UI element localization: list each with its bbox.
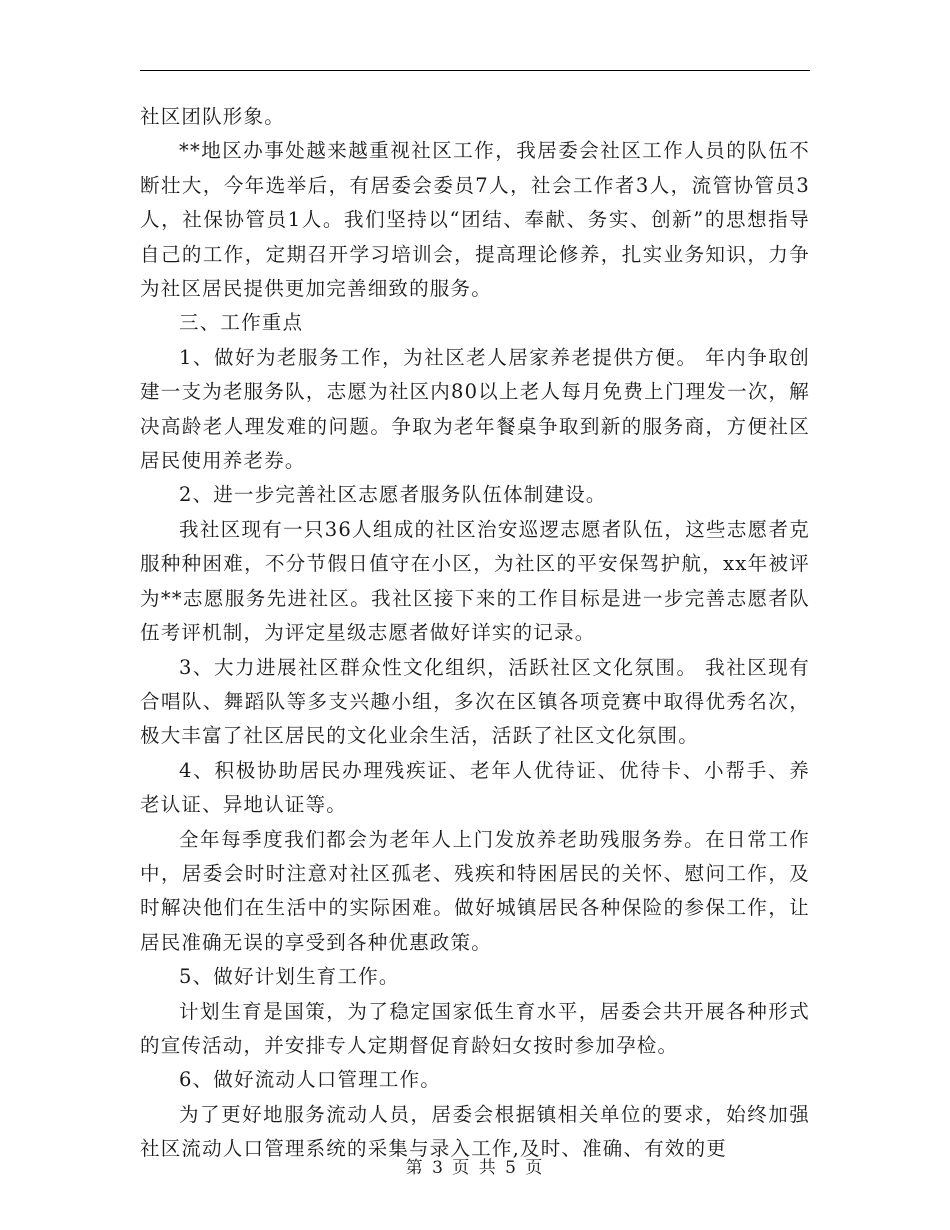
paragraph: **地区办事处越来越重视社区工作，我居委会社区工作人员的队伍不断壮大，今年选举后，有居委会委员7人，社会工作者3人，流管协管员3人，社保协管员1人。我们坚持以“团结、奉献、务实、创新”的思想指导自己的工作，定期召开学习培训会，提高理论修养，扎实业务知识，力争为社区居民提供更加完善细致的服务。 — [140, 139, 810, 301]
item-heading: 5、做好计划生育工作。 — [179, 965, 400, 989]
paragraph: 社区团队形象。 — [140, 105, 285, 128]
paragraph: 3、大力进展社区群众性文化组织，活跃社区文化氛围。 我社区现有合唱队、舞蹈队等多支兴趣小组，多次在区镇各项竞赛中取得优秀名次，极大丰富了社区居民的文化业余生活，活跃了社区文化氛围。 — [140, 655, 810, 748]
paragraph: 1、做好为老服务工作，为社区老人居家养老提供方便。 年内争取创建一支为老服务队，志愿为社区内80以上老人每月免费上门理发一次，解决高龄老人理发难的问题。争取为老年餐桌争取到新的服务商，方便社区居民使用养老券。 — [140, 345, 810, 473]
header-rule — [140, 70, 810, 71]
item-heading: 2、进一步完善社区志愿者服务队伍体制建设。 — [179, 483, 607, 507]
paragraph: 我社区现有一只36人组成的社区治安巡逻志愿者队伍，这些志愿者克服种种困难，不分节假日值守在小区，为社区的平安保驾护航，xx年被评为**志愿服务先进社区。我社区接下来的工作目标是进一步完善志愿者队伍考评机制，为评定星级志愿者做好详实的记录。 — [140, 517, 810, 645]
paragraph: 计划生育是国策，为了稳定国家低生育水平，居委会共开展各种形式的宣传活动，并安排专人定期督促育龄妇女按时参加孕检。 — [140, 999, 810, 1057]
paragraph: 4、积极协助居民办理残疾证、老年人优待证、优待卡、小帮手、养老认证、异地认证等。 — [140, 758, 810, 817]
section-heading: 三、工作重点 — [179, 311, 304, 335]
document-body — [140, 100, 810, 1167]
item-heading: 6、做好流动人口管理工作。 — [179, 1068, 442, 1092]
page-number-footer: 第 3 页 共 5 页 — [405, 1158, 545, 1178]
paragraph: 为了更好地服务流动人员，居委会根据镇相关单位的要求，始终加强社区流动人口管理系统的采集与录入工作,及时、准确、有效的更 — [140, 1102, 810, 1161]
paragraph: 全年每季度我们都会为老年人上门发放养老助残服务券。在日常工作中，居委会时时注意对社区孤老、残疾和特困居民的关怀、慰问工作，及时解决他们在生活中的实际困难。做好城镇居民各种保险的参保工作，让居民准确无误的享受到各种优惠政策。 — [140, 827, 810, 954]
